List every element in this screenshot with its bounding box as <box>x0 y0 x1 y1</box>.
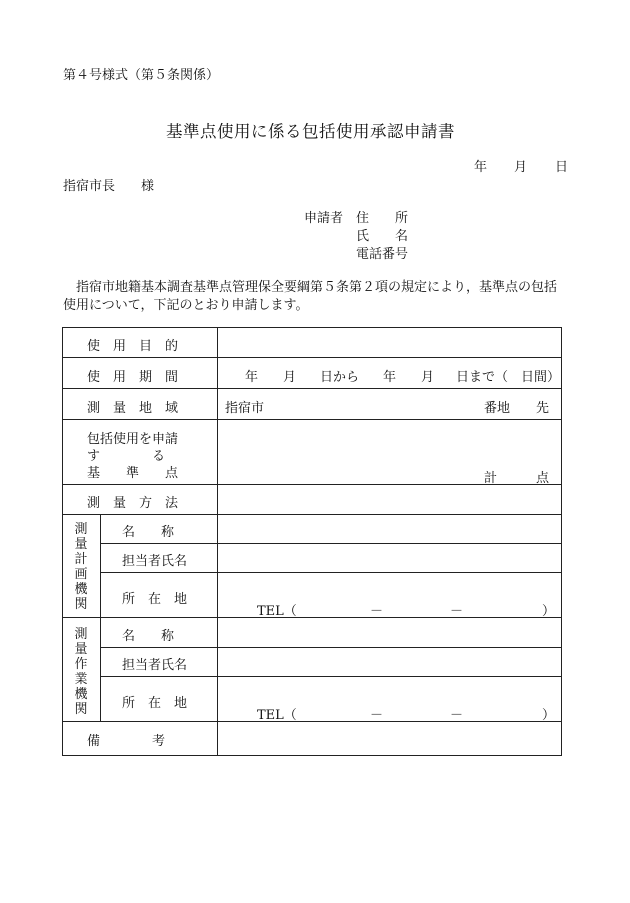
work-org-tel-close: ） <box>542 708 556 723</box>
points-unit-label: 点 <box>536 471 550 486</box>
body-text-line2: 使用について，下記のとおり申請します。 <box>63 298 309 313</box>
table-subrow-line <box>100 647 562 648</box>
row-label-area: 測 量 地 域 <box>87 401 179 416</box>
work-org-person-label: 担当者氏名 <box>122 658 188 673</box>
applicant-address-label: 住 所 <box>356 211 409 226</box>
row-label-points-2: す る <box>87 449 166 464</box>
work-org-tel-dash2: － <box>450 708 464 723</box>
area-banchi: 番地 <box>484 401 511 416</box>
period-year-1: 年 <box>245 370 259 385</box>
applicant-name-label: 氏 名 <box>356 229 409 244</box>
planning-org-person-label: 担当者氏名 <box>122 554 188 569</box>
planning-org-location-label: 所 在 地 <box>122 592 188 607</box>
period-from: 日から <box>320 370 360 385</box>
table-divider-main <box>217 327 218 756</box>
form-number: 第４号様式（第５条関係） <box>63 68 220 83</box>
row-label-points-1: 包括使用を申請 <box>87 432 179 447</box>
work-org-name-label: 名 称 <box>122 629 175 644</box>
table-row-line <box>62 357 562 358</box>
period-year-2: 年 <box>383 370 397 385</box>
planning-org-tel-dash1: － <box>370 604 384 619</box>
applicant-label: 申請者 <box>304 211 344 226</box>
period-until: 日まで（ 日間） <box>456 370 561 385</box>
period-month-1: 月 <box>283 370 297 385</box>
applicant-phone-label: 電話番号 <box>356 247 409 262</box>
row-label-method: 測 量 方 法 <box>87 496 179 511</box>
work-org-location-label: 所 在 地 <box>122 696 188 711</box>
table-subrow-line <box>100 543 562 544</box>
date-day-label: 日 <box>555 160 569 175</box>
points-total-label: 計 <box>484 471 498 486</box>
table-row-line <box>62 419 562 420</box>
row-label-period: 使 用 期 間 <box>87 370 179 385</box>
area-saki: 先 <box>536 401 550 416</box>
work-org-tel-dash1: － <box>370 708 384 723</box>
planning-org-tel-close: ） <box>542 604 556 619</box>
table-subrow-line <box>100 676 562 677</box>
table-subrow-line <box>100 572 562 573</box>
table-row-line <box>62 617 562 618</box>
row-label-points-3: 基 準 点 <box>87 466 179 481</box>
table-row-line <box>62 514 562 515</box>
row-label-remarks: 備 考 <box>87 734 166 749</box>
date-month-label: 月 <box>514 160 528 175</box>
planning-org-tel-label: TEL（ <box>257 604 297 619</box>
planning-org-name-label: 名 称 <box>122 525 175 540</box>
work-org-group-label: 測 量 作 業 機 関 <box>74 627 88 717</box>
work-org-tel-label: TEL（ <box>257 708 297 723</box>
table-row-line <box>62 388 562 389</box>
page-title: 基準点使用に係る包括使用承認申請書 <box>166 122 455 141</box>
planning-org-tel-dash2: － <box>450 604 464 619</box>
row-label-purpose: 使 用 目 的 <box>87 339 179 354</box>
planning-org-group-label: 測 量 計 画 機 関 <box>74 522 88 612</box>
period-month-2: 月 <box>421 370 435 385</box>
date-year-label: 年 <box>474 160 488 175</box>
table-row-line <box>62 721 562 722</box>
body-text-line1: 指宿市地籍基本調査基準点管理保全要綱第５条第２項の規定により，基準点の包括 <box>76 280 558 295</box>
area-city: 指宿市 <box>225 401 265 416</box>
addressee: 指宿市長 様 <box>63 179 155 194</box>
